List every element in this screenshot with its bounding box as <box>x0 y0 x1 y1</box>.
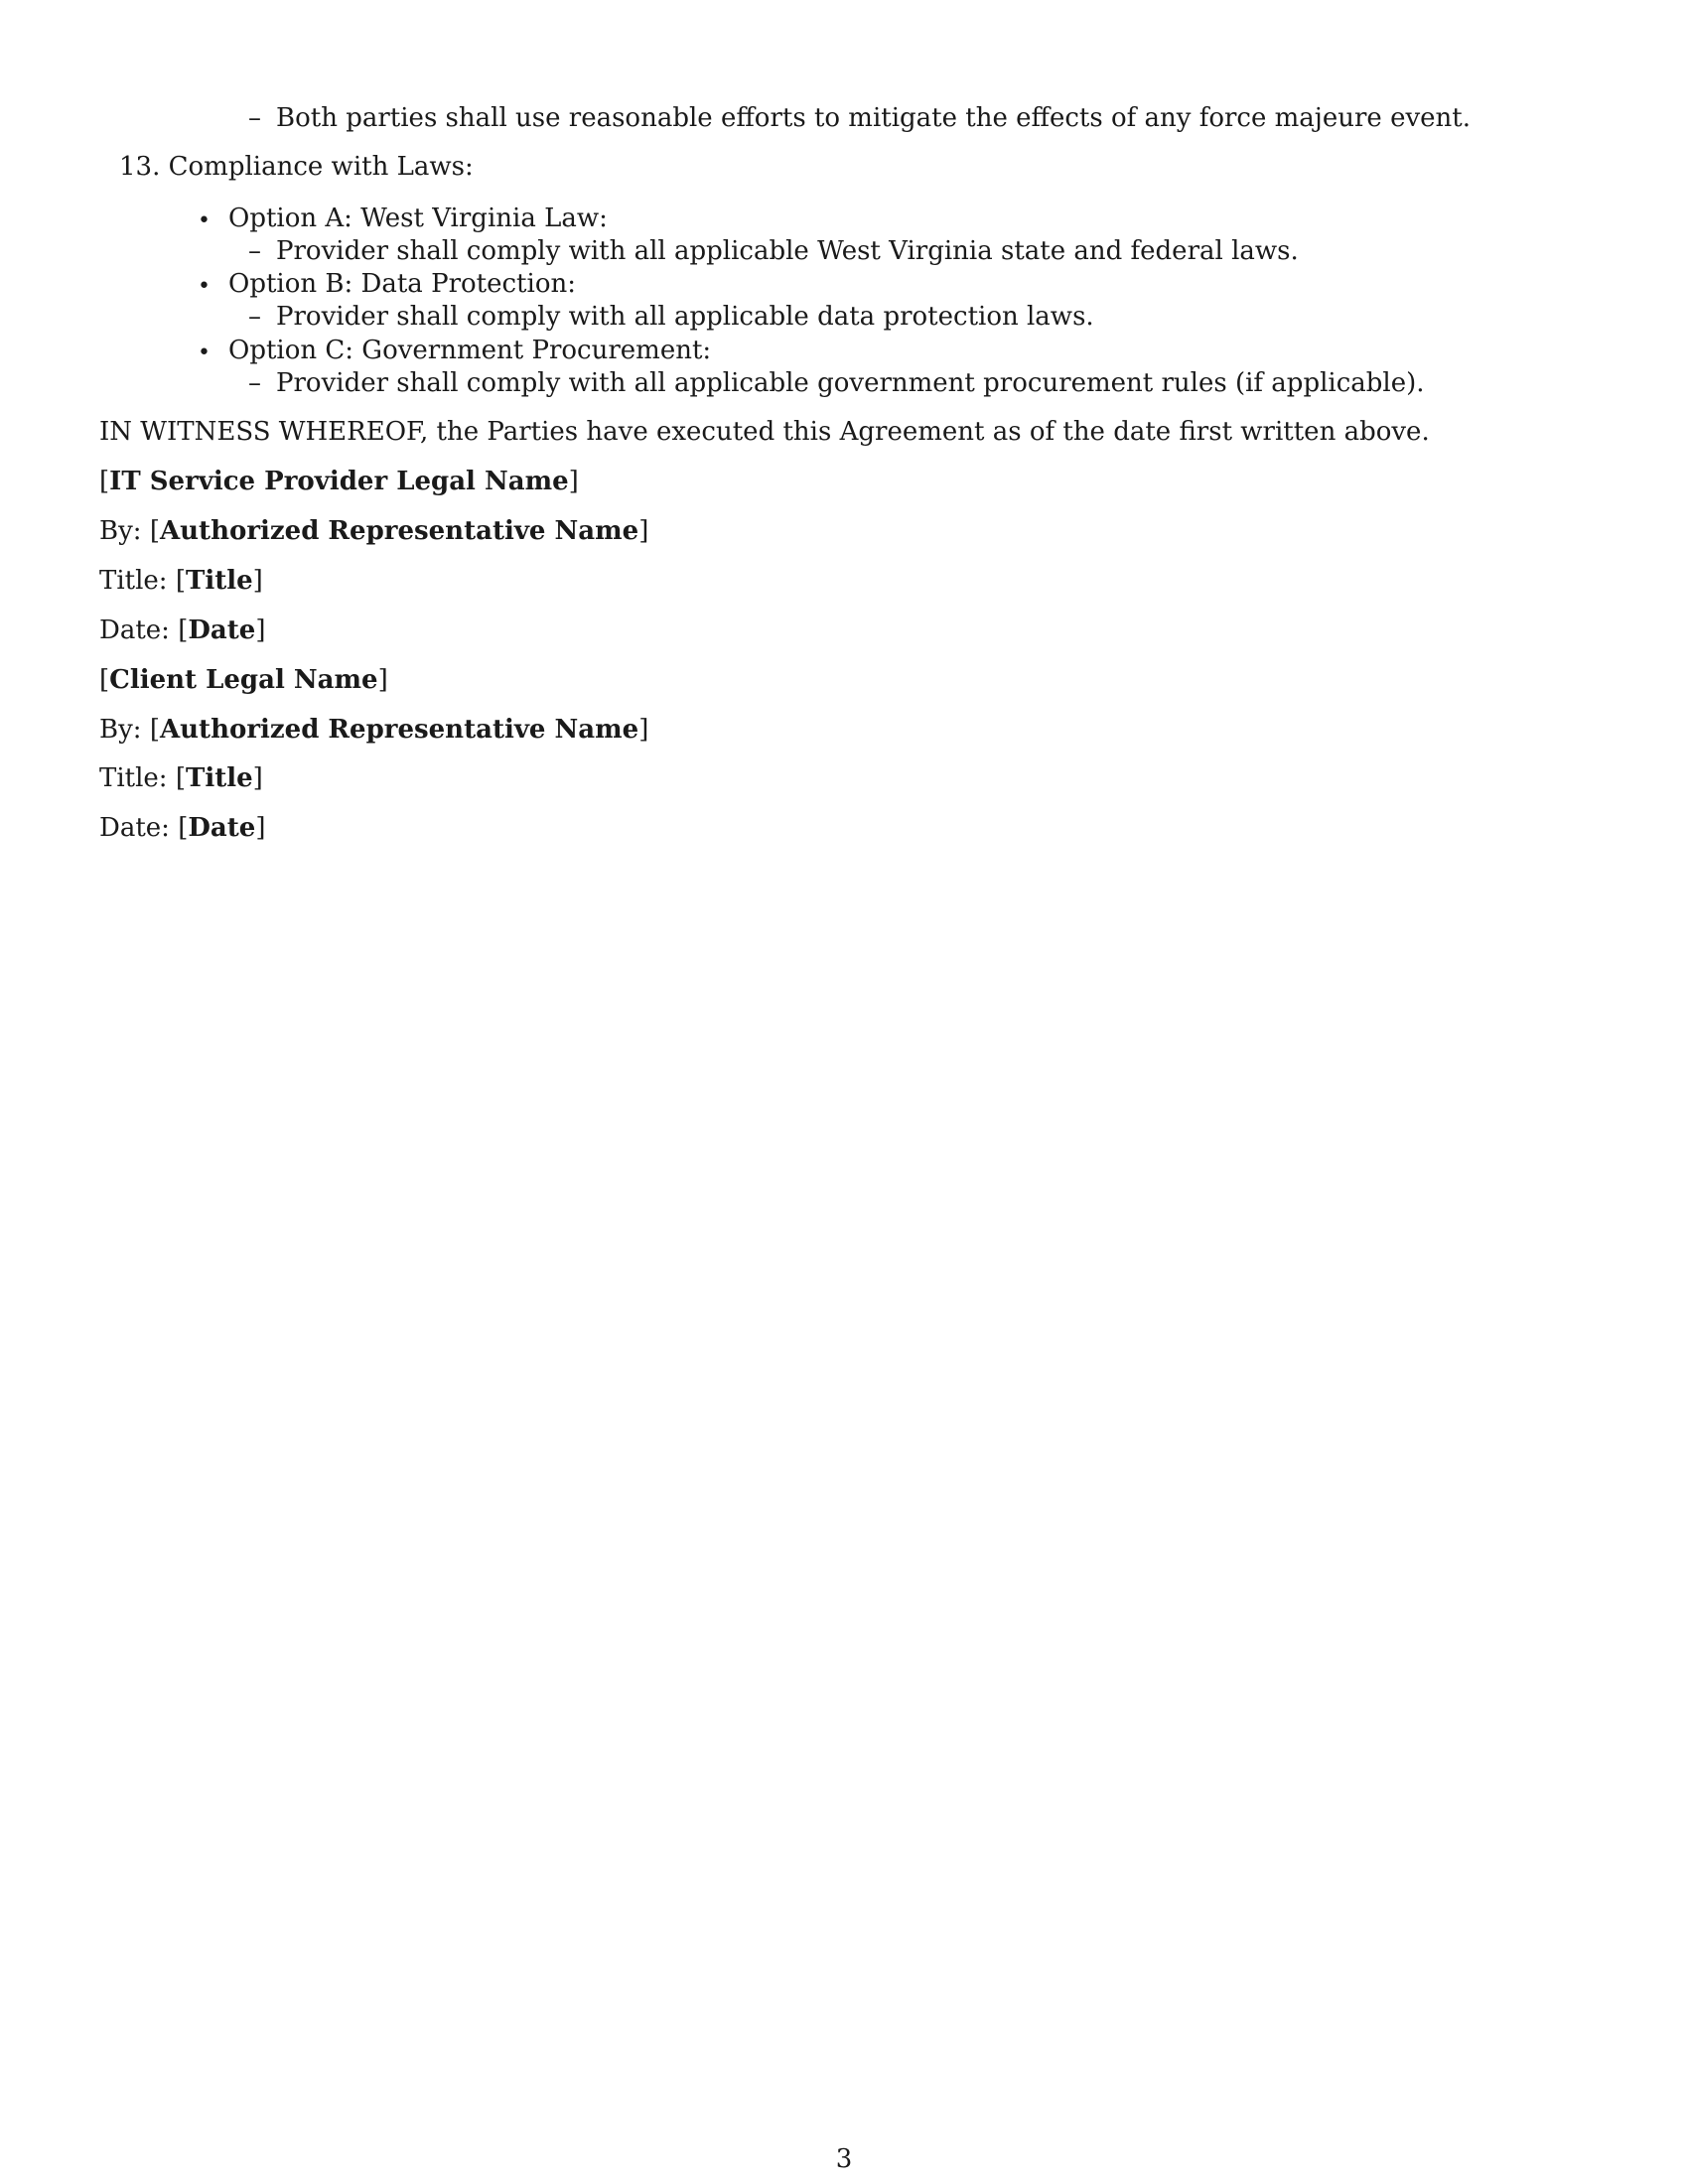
provider-party-name: [IT Service Provider Legal Name] <box>99 467 579 496</box>
provider-title-value: Title <box>186 566 253 596</box>
date-label: Date: <box>99 813 170 843</box>
client-party-name: [Client Legal Name] <box>99 665 388 695</box>
by-label: By: <box>99 715 142 745</box>
page-number: 3 <box>835 2144 853 2174</box>
option-b-detail <box>248 304 1094 330</box>
provider-title-line: Title: [Title] <box>99 566 263 596</box>
client-date-value: Date <box>188 813 256 843</box>
dash-marker: – <box>248 302 261 332</box>
force-majeure-text: Both parties shall use reasonable efforts to mitigate the effects of any force majeure event. <box>276 103 1471 133</box>
dash-marker: – <box>248 236 261 266</box>
provider-by-line: By: [Authorized Representative Name] <box>99 516 649 546</box>
provider-by-value: Authorized Representative Name <box>159 516 639 546</box>
section-number: 13. <box>119 152 161 182</box>
dash-marker: – <box>248 368 261 398</box>
option-a-label: Option A: West Virginia Law: <box>228 204 608 233</box>
option-a-detail <box>248 238 1299 264</box>
dash-marker: – <box>248 103 261 133</box>
provider-date-line: Date: [Date] <box>99 615 266 645</box>
option-c-detail <box>248 370 1425 396</box>
force-majeure-item <box>248 105 1471 131</box>
bullet-marker: • <box>198 341 211 365</box>
bullet-marker: • <box>198 274 211 299</box>
option-b-detail-text: Provider shall comply with all applicable data protection laws. <box>276 302 1094 332</box>
option-c-detail-text: Provider shall comply with all applicable government procurement rules (if applicable). <box>276 368 1425 398</box>
title-label: Title: <box>99 566 168 596</box>
date-label: Date: <box>99 615 170 645</box>
section-13-heading <box>119 154 474 180</box>
client-by-line: By: [Authorized Representative Name] <box>99 715 649 745</box>
client-party-name-value: Client Legal Name <box>109 665 378 695</box>
title-label: Title: <box>99 763 168 793</box>
provider-party-name-value: IT Service Provider Legal Name <box>109 467 569 496</box>
client-date-line: Date: [Date] <box>99 813 266 843</box>
section-title: Compliance with Laws: <box>168 152 474 182</box>
client-title-line: Title: [Title] <box>99 763 263 793</box>
option-a-detail-text: Provider shall comply with all applicable West Virginia state and federal laws. <box>276 236 1299 266</box>
client-title-value: Title <box>186 763 253 793</box>
provider-date-value: Date <box>188 615 256 645</box>
client-by-value: Authorized Representative Name <box>159 715 639 745</box>
option-b-label: Option B: Data Protection: <box>228 269 576 299</box>
bullet-marker: • <box>198 208 211 233</box>
witness-statement: IN WITNESS WHEREOF, the Parties have executed this Agreement as of the date first written above. <box>99 417 1430 447</box>
by-label: By: <box>99 516 142 546</box>
option-c-label: Option C: Government Procurement: <box>228 336 712 365</box>
